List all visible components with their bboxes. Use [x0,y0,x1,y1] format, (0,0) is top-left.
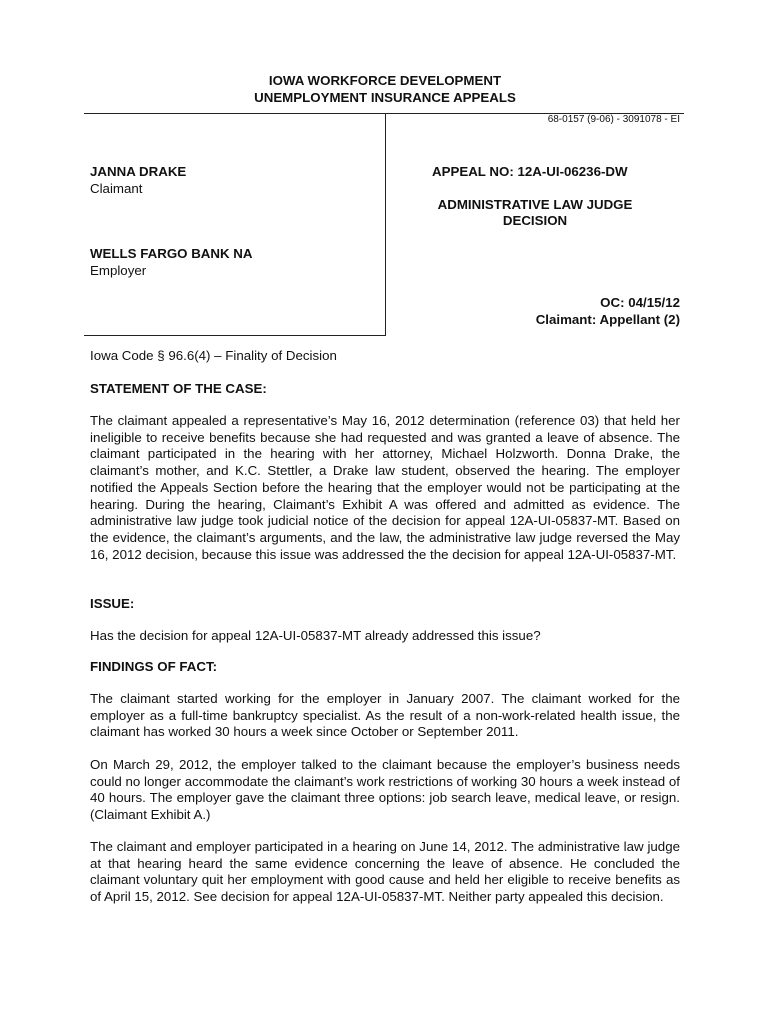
issue-text: Has the decision for appeal 12A-UI-05837-MT already addressed this issue? [90,628,541,643]
appeal-number: APPEAL NO: 12A-UI-06236-DW [432,164,628,179]
findings-paragraph-2: On March 29, 2012, the employer talked to the claimant because the employer’s business needs could no longer accommodate the claimant’s work restrictions of working 30 hours a week instead of 40 hours. The employer gave the claimant three options: job search leave, medical leave, or resign. (Claimant Exhibit A.) [90,757,680,823]
decision-title-line2: DECISION [502,213,568,228]
findings-paragraph-3: The claimant and employer participated in a hearing on June 14, 2012. The administrative law judge at that hearing heard the same evidence concerning the leave of absence. He concluded the claimant voluntary quit her employment with good cause and held her eligible to receive benefits as of April 15, 2012. See decision for appeal 12A-UI-05837-MT. Neither party appealed this decision. [90,839,680,905]
statement-text: The claimant appealed a representative’s May 16, 2012 determination (reference 03) that held her ineligible to receive benefits because she had requested and was granted a leave of absence. The claimant participated in the hearing with her attorney, Michael Holzworth. Donna Drake, the claimant’s mother, and K.C. Stettler, a Drake law student, observed the hearing. The employer notified the Appeals Section before the hearing that the employer would not be participating at the hearing. During the hearing, Claimant’s Exhibit A was offered and admitted as evidence. The administrative law judge took judicial notice of the decision for appeal 12A-UI-05837-MT. Based on the evidence, the claimant’s arguments, and the law, the administrative law judge reversed the May 16, 2012 decision, because this issue was addressed the the decision for appeal 12A-UI-05837-MT. [90,413,680,562]
header-rule [84,113,684,114]
statement-heading: STATEMENT OF THE CASE: [90,381,267,396]
claimant-name: JANNA DRAKE [90,164,187,179]
appellant-status: Claimant: Appellant (2) [535,312,680,327]
form-id: 68-0157 (9-06) - 3091078 - EI [547,114,680,125]
division-title: UNEMPLOYMENT INSURANCE APPEALS [254,90,516,105]
claimant-role: Claimant [90,181,143,196]
code-reference: Iowa Code § 96.6(4) – Finality of Decision [90,348,337,363]
caption-divider [385,113,386,336]
caption-bottom-rule [84,335,385,336]
issue-heading: ISSUE: [90,596,135,611]
employer-name: WELLS FARGO BANK NA [90,246,253,261]
employer-role: Employer [90,263,147,278]
decision-title-line1: ADMINISTRATIVE LAW JUDGE [437,197,633,212]
oc-date: OC: 04/15/12 [600,295,680,310]
agency-title: IOWA WORKFORCE DEVELOPMENT [268,73,502,88]
findings-paragraph-1: The claimant started working for the employer in January 2007. The claimant worked for the employer as a full-time bankruptcy specialist. As the result of a non-work-related health issue, the claimant has worked 30 hours a week since October or September 2011. [90,691,680,740]
findings-heading: FINDINGS OF FACT: [90,659,218,674]
